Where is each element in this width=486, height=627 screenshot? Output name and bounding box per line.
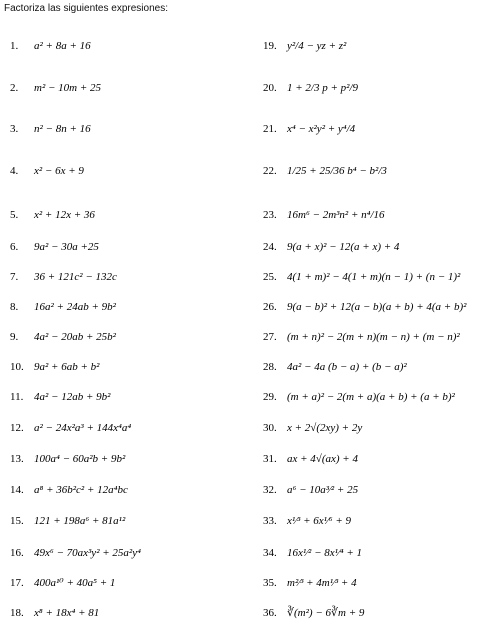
exercise-number: 29. — [263, 391, 277, 403]
exercise-expression: 4a² − 20ab + 25b² — [34, 331, 116, 343]
exercise-number: 36. — [263, 607, 277, 619]
exercise-item — [10, 449, 125, 469]
exercise-number: 11. — [10, 391, 24, 403]
exercise-item — [10, 36, 91, 56]
exercise-number: 3. — [10, 123, 19, 135]
exercise-item — [263, 357, 407, 377]
exercise-number: 20. — [263, 82, 277, 94]
exercise-number: 32. — [263, 484, 277, 496]
exercise-item — [10, 327, 116, 347]
exercise-item — [10, 418, 131, 438]
exercise-item — [263, 327, 460, 347]
exercise-item — [263, 237, 399, 257]
exercise-item — [263, 387, 455, 407]
exercise-item — [263, 511, 351, 531]
exercise-number: 27. — [263, 331, 277, 343]
exercise-number: 15. — [10, 515, 24, 527]
exercise-expression: 1/25 + 25/36 b⁴ − b²/3 — [287, 165, 387, 177]
exercise-expression: 100a⁴ − 60a²b + 9b² — [34, 453, 126, 465]
exercise-item — [263, 418, 362, 438]
exercise-item — [263, 205, 385, 225]
exercise-item — [10, 78, 101, 98]
exercise-number: 14. — [10, 484, 24, 496]
exercise-number: 12. — [10, 422, 24, 434]
exercise-number: 21. — [263, 123, 277, 135]
exercise-number: 10. — [10, 361, 24, 373]
exercise-expression: (m + n)² − 2(m + n)(m − n) + (m − n)² — [287, 331, 460, 343]
exercise-number: 5. — [10, 209, 19, 221]
exercise-expression: a⁶ − 10a³⁄² + 25 — [287, 484, 359, 496]
exercise-item — [263, 603, 364, 623]
exercise-expression: ∛(m²) − 6∛m + 9 — [287, 607, 365, 619]
exercise-expression: x¹⁄³ + 6x¹⁄⁶ + 9 — [287, 515, 352, 527]
exercise-number: 18. — [10, 607, 24, 619]
exercise-item — [10, 237, 99, 257]
exercise-expression: y²/4 − yz + z² — [287, 40, 347, 52]
page-title: Factoriza las siguientes expresiones: — [4, 3, 168, 14]
exercise-number: 16. — [10, 547, 24, 559]
exercise-expression: 16m⁶ − 2m³n² + n⁴/16 — [287, 209, 385, 221]
exercise-item — [10, 387, 110, 407]
exercise-number: 4. — [10, 165, 19, 177]
exercise-number: 9. — [10, 331, 19, 343]
exercise-expression: 49x⁶ − 70ax³y² + 25a²y⁴ — [34, 547, 141, 559]
exercise-number: 31. — [263, 453, 277, 465]
exercise-number: 23. — [263, 209, 277, 221]
exercise-expression: x² + 12x + 36 — [34, 209, 95, 221]
exercise-expression: 121 + 198a⁶ + 81a¹² — [34, 515, 126, 527]
exercise-number: 7. — [10, 271, 19, 283]
exercise-number: 24. — [263, 241, 277, 253]
exercise-number: 33. — [263, 515, 277, 527]
exercise-number: 17. — [10, 577, 24, 589]
exercise-number: 30. — [263, 422, 277, 434]
exercise-expression: x⁴ − x²y² + y⁴/4 — [287, 123, 356, 135]
exercise-item — [263, 119, 355, 139]
exercise-number: 8. — [10, 301, 19, 313]
exercise-expression: ax + 4√(ax) + 4 — [287, 453, 358, 465]
exercise-number: 25. — [263, 271, 277, 283]
exercise-expression: n² − 8n + 16 — [34, 123, 91, 135]
exercise-item — [10, 573, 115, 593]
exercise-item — [263, 297, 466, 317]
exercise-number: 1. — [10, 40, 19, 52]
exercise-expression: 9a² − 30a +25 — [34, 241, 99, 253]
exercise-item — [10, 161, 84, 181]
exercise-item — [263, 543, 362, 563]
exercise-expression: x + 2√(2xy) + 2y — [287, 422, 363, 434]
exercise-number: 6. — [10, 241, 19, 253]
exercise-item — [263, 480, 358, 500]
exercise-expression: m² − 10m + 25 — [34, 82, 102, 94]
exercise-item — [263, 161, 387, 181]
exercise-expression: (m + a)² − 2(m + a)(a + b) + (a + b)² — [287, 391, 455, 403]
exercise-expression: 1 + 2/3 p + p²/9 — [287, 82, 359, 94]
exercise-number: 22. — [263, 165, 277, 177]
exercise-item — [10, 297, 116, 317]
exercise-number: 35. — [263, 577, 277, 589]
exercise-item — [263, 78, 358, 98]
exercise-item — [10, 603, 99, 623]
exercise-item — [10, 205, 95, 225]
exercise-number: 26. — [263, 301, 277, 313]
exercise-item — [263, 267, 460, 287]
exercise-expression: 9a² + 6ab + b² — [34, 361, 100, 373]
exercise-item — [263, 573, 357, 593]
exercise-item — [263, 36, 346, 56]
exercise-number: 19. — [263, 40, 277, 52]
exercise-item — [263, 449, 358, 469]
exercise-expression: 16a² + 24ab + 9b² — [34, 301, 116, 313]
exercise-expression: 16x¹⁄² − 8x¹⁄⁴ + 1 — [287, 547, 363, 559]
exercise-expression: 4a² − 12ab + 9b² — [34, 391, 111, 403]
exercise-expression: a² − 24x²a³ + 144x⁴a⁴ — [34, 422, 132, 434]
exercise-item — [10, 119, 91, 139]
exercise-expression: 9(a − b)² + 12(a − b)(a + b) + 4(a + b)² — [287, 301, 467, 313]
exercise-expression: 400a¹⁰ + 40a⁵ + 1 — [34, 577, 116, 589]
exercise-expression: 4(1 + m)² − 4(1 + m)(n − 1) + (n − 1)² — [287, 271, 461, 283]
exercise-expression: x⁸ + 18x⁴ + 81 — [34, 607, 100, 619]
exercise-expression: a⁸ + 36b²c² + 12a⁴bc — [34, 484, 128, 496]
exercise-item — [10, 511, 125, 531]
exercise-item — [10, 267, 117, 287]
exercise-number: 2. — [10, 82, 19, 94]
exercise-expression: 9(a + x)² − 12(a + x) + 4 — [287, 241, 400, 253]
exercise-number: 13. — [10, 453, 24, 465]
exercise-expression: 4a² − 4a (b − a) + (b − a)² — [287, 361, 407, 373]
exercise-expression: a² + 8a + 16 — [34, 40, 91, 52]
exercise-item — [10, 543, 141, 563]
exercise-number: 28. — [263, 361, 277, 373]
exercise-number: 34. — [263, 547, 277, 559]
exercise-expression: 36 + 121c² − 132c — [34, 271, 117, 283]
exercise-expression: x² − 6x + 9 — [34, 165, 84, 177]
exercise-item — [10, 357, 99, 377]
exercise-expression: m²⁄³ + 4m¹⁄³ + 4 — [287, 577, 357, 589]
exercise-item — [10, 480, 128, 500]
